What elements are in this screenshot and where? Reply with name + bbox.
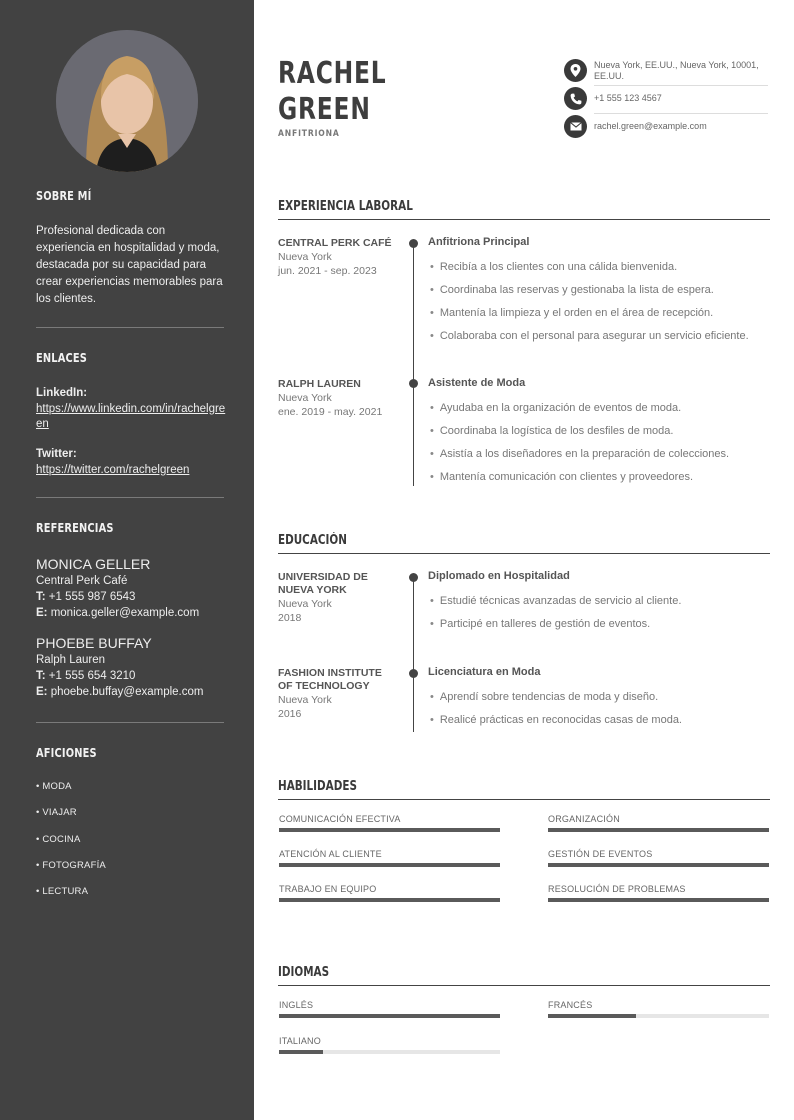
degree-title: Licenciatura en Moda: [428, 666, 541, 678]
section-rule: [278, 799, 770, 800]
contact-address: [564, 59, 768, 82]
twitter-url[interactable]: https://twitter.com/rachelgreen: [36, 463, 190, 476]
school-name-line1: FASHION INSTITUTE: [278, 667, 382, 679]
address-text: Nueva York, EE.UU., Nueva York, 10001, EE.UU.: [594, 59, 759, 81]
section-rule: [278, 985, 770, 986]
profile-photo: [56, 30, 198, 172]
language-item: [279, 1000, 500, 1018]
language-item: [279, 1036, 500, 1054]
reference-email: E: phoebe.buffay@example.com: [36, 685, 204, 698]
phone-text: +1 555 123 4567: [594, 93, 662, 103]
education-heading: EDUCACIÓN: [278, 533, 347, 548]
bullet-item: • Realicé prácticas en reconocidas casas de moda.: [430, 714, 682, 726]
skill-item: [548, 884, 769, 902]
language-label: ITALIANO: [279, 1036, 321, 1046]
skill-bar: [548, 828, 769, 832]
location-pin-icon: [564, 59, 587, 82]
divider: [36, 497, 224, 498]
skill-bar-fill: [279, 863, 500, 867]
skills-heading: HABILIDADES: [278, 779, 357, 794]
bullet-item: • Colaboraba con el personal para asegurar un servicio eficiente.: [430, 330, 749, 342]
skill-label: GESTIÓN DE EVENTOS: [548, 849, 653, 859]
school-name-line2: OF TECHNOLOGY: [278, 680, 370, 692]
language-item: [548, 1000, 769, 1018]
skill-label: COMUNICACIÓN EFECTIVA: [279, 814, 401, 824]
divider: [594, 85, 768, 86]
links-heading: ENLACES: [36, 351, 88, 365]
date-range: jun. 2021 - sep. 2023: [278, 265, 377, 277]
company-location: Nueva York: [278, 251, 332, 263]
skill-item: [279, 849, 500, 867]
last-name: GREEN: [278, 92, 371, 127]
skill-item: [279, 884, 500, 902]
education-meta: [278, 667, 403, 721]
company-name: RALPH LAUREN: [278, 378, 361, 390]
hobby-item: • VIAJAR: [36, 807, 77, 818]
phone-icon: [564, 87, 587, 110]
skill-item: [548, 849, 769, 867]
reference-item: [36, 634, 231, 700]
reference-name: PHOEBE BUFFAY: [36, 635, 152, 651]
divider: [36, 327, 224, 328]
email-text: rachel.green@example.com: [594, 121, 707, 131]
timeline-dot: [409, 379, 418, 388]
skill-label: ORGANIZACIÓN: [548, 814, 620, 824]
language-bar: [279, 1050, 500, 1054]
reference-phone: T: +1 555 654 3210: [36, 670, 136, 682]
bullet-item: • Coordinaba la logística de los desfiles de moda.: [430, 425, 673, 437]
hobby-item: • MODA: [36, 781, 72, 792]
graduation-year: 2018: [278, 612, 302, 624]
job-role: ANFITRIONA: [278, 129, 340, 139]
twitter-label: Twitter:: [36, 448, 77, 460]
section-rule: [278, 219, 770, 220]
timeline-line: [413, 242, 414, 486]
skill-item: [279, 814, 500, 832]
job-title: Asistente de Moda: [428, 377, 526, 389]
skill-bar: [548, 863, 769, 867]
bullet-item: • Mantenía la limpieza y el orden en el área de recepción.: [430, 307, 713, 319]
reference-company: Ralph Lauren: [36, 654, 106, 666]
bullet-item: • Estudié técnicas avanzadas de servicio al cliente.: [430, 595, 681, 607]
reference-name: MONICA GELLER: [36, 556, 151, 572]
timeline-dot: [409, 573, 418, 582]
bullet-item: • Asistía a los diseñadores en la preparación de colecciones.: [430, 448, 729, 460]
skill-label: ATENCIÓN AL CLIENTE: [279, 849, 382, 859]
skill-bar: [548, 898, 769, 902]
skill-bar-fill: [548, 828, 769, 832]
linkedin-label: LinkedIn:: [36, 387, 88, 399]
reference-company: Central Perk Café: [36, 575, 128, 587]
timeline-dot: [409, 669, 418, 678]
skill-bar: [279, 863, 500, 867]
skill-bar-fill: [279, 828, 500, 832]
contact-email: [564, 115, 768, 138]
graduation-year: 2016: [278, 708, 302, 720]
job-title: Anfitriona Principal: [428, 236, 530, 248]
bullet-item: • Aprendí sobre tendencias de moda y diseño.: [430, 691, 658, 703]
language-bar-fill: [279, 1014, 500, 1018]
linkedin-url[interactable]: https://www.linkedin.com/in/rachelgreen: [36, 402, 226, 430]
skill-bar: [279, 898, 500, 902]
company-name: CENTRAL PERK CAFÉ: [278, 237, 392, 249]
timeline-line: [413, 576, 414, 732]
references-heading: REFERENCIAS: [36, 521, 114, 535]
experience-heading: EXPERIENCIA LABORAL: [278, 199, 413, 214]
skill-bar-fill: [548, 898, 769, 902]
skill-bar-fill: [279, 898, 500, 902]
bullet-item: • Ayudaba en la organización de eventos de moda.: [430, 402, 681, 414]
hobby-item: • COCINA: [36, 834, 81, 845]
timeline-dot: [409, 239, 418, 248]
linkedin-link-block: [36, 386, 226, 433]
bullet-item: • Coordinaba las reservas y gestionaba la lista de espera.: [430, 284, 714, 296]
languages-heading: IDIOMAS: [278, 965, 330, 980]
reference-email: E: monica.geller@example.com: [36, 606, 200, 619]
hobbies-heading: AFICIONES: [36, 746, 97, 760]
first-name: RACHEL: [278, 56, 387, 91]
degree-title: Diplomado en Hospitalidad: [428, 570, 570, 582]
skill-bar-fill: [548, 863, 769, 867]
contact-phone: [564, 87, 768, 110]
skill-label: RESOLUCIÓN DE PROBLEMAS: [548, 884, 686, 894]
bullet-item: • Mantenía comunicación con clientes y proveedores.: [430, 471, 693, 483]
language-label: FRANCÉS: [548, 1000, 593, 1010]
language-bar-fill: [548, 1014, 636, 1018]
hobby-item: • LECTURA: [36, 886, 89, 897]
twitter-link-block: [36, 447, 226, 478]
divider: [594, 113, 768, 114]
reference-phone: T: +1 555 987 6543: [36, 591, 136, 603]
about-heading: SOBRE MÍ: [36, 189, 92, 203]
school-name-line2: NUEVA YORK: [278, 584, 347, 596]
experience-meta: [278, 378, 403, 419]
skill-bar: [279, 828, 500, 832]
date-range: ene. 2019 - may. 2021: [278, 406, 383, 418]
hobby-item: • FOTOGRAFÍA: [36, 860, 106, 871]
bullet-item: • Participé en talleres de gestión de eventos.: [430, 618, 650, 630]
language-bar: [548, 1014, 769, 1018]
about-text: Profesional dedicada con experiencia en hospitalidad y moda, destacada por su capacidad para crear experiencias memorables para los clientes.: [36, 225, 223, 305]
language-bar-fill: [279, 1050, 323, 1054]
sidebar: [0, 0, 254, 1120]
language-label: INGLÉS: [279, 1000, 314, 1010]
company-location: Nueva York: [278, 392, 332, 404]
bullet-item: • Recibía a los clientes con una cálida bienvenida.: [430, 261, 677, 273]
skill-label: TRABAJO EN EQUIPO: [279, 884, 377, 894]
skill-item: [548, 814, 769, 832]
divider: [36, 722, 224, 723]
school-location: Nueva York: [278, 598, 332, 610]
envelope-icon: [564, 115, 587, 138]
school-name-line1: UNIVERSIDAD DE: [278, 571, 368, 583]
reference-item: [36, 555, 231, 621]
section-rule: [278, 553, 770, 554]
language-bar: [279, 1014, 500, 1018]
experience-meta: [278, 237, 403, 278]
education-meta: [278, 571, 403, 625]
school-location: Nueva York: [278, 694, 332, 706]
